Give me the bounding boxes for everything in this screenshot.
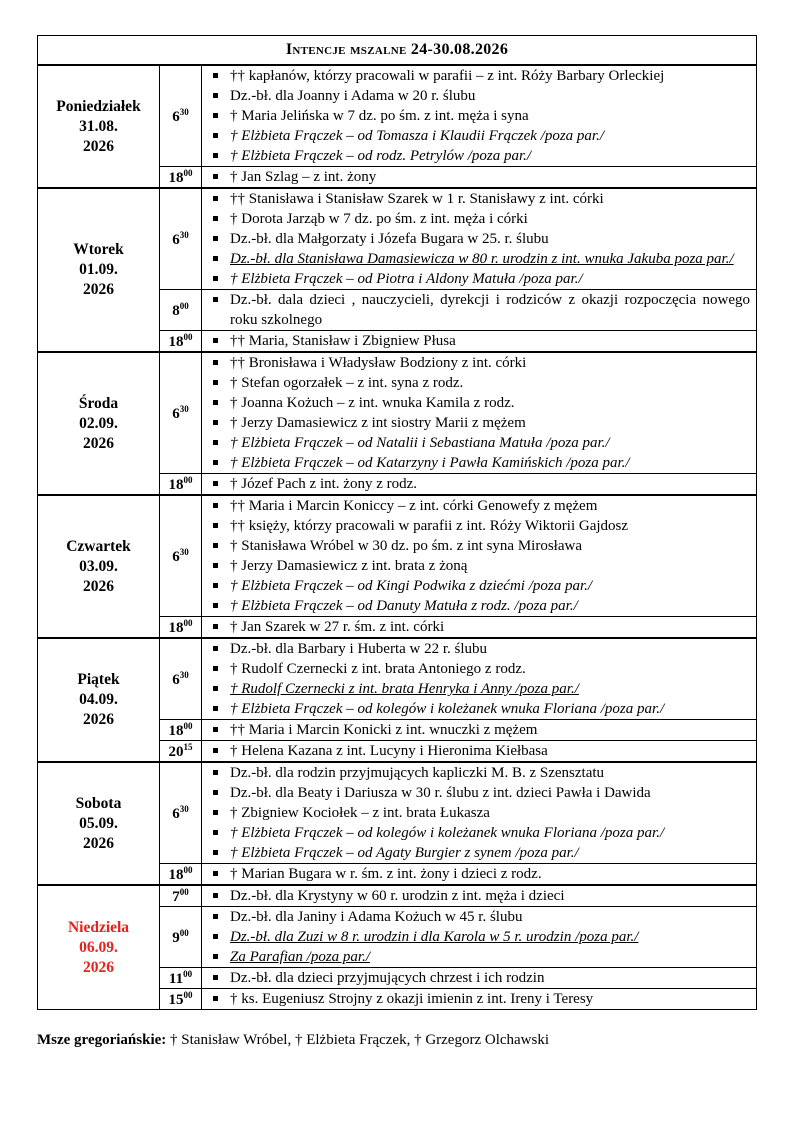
intention-item: Dz.-bł. dla rodzin przyjmujących kapliczki M. B. z Szensztatu — [212, 763, 750, 783]
table-row — [38, 495, 757, 617]
intention-item: Dz.-bł. dla Joanny i Adama w 20 r. ślubu — [212, 86, 750, 106]
day-year: 2026 — [83, 577, 114, 595]
time-minute: 30 — [179, 669, 189, 680]
day-date: 31.08. — [79, 117, 118, 135]
time-minute: 15 — [183, 741, 193, 752]
day-block — [38, 188, 757, 352]
day-block — [38, 352, 757, 495]
intention-item: † Jerzy Damasiewicz z int. brata z żoną — [212, 556, 750, 576]
intention-item: Dz.-bł. dala dzieci , nauczycieli, dyrekcji i rodziców z okazji rozpoczęcia nowego roku szkolnego — [212, 290, 750, 330]
intention-item: † Jerzy Damasiewicz z int siostry Marii z mężem — [212, 413, 750, 433]
time-hour: 6 — [172, 231, 180, 248]
intention-item: Dz.-bł. dla Krystyny w 60 r. urodzin z int. męża i dzieci — [212, 886, 750, 906]
mass-time — [160, 989, 202, 1010]
intentions-cell — [202, 290, 757, 331]
intention-item: † Elżbieta Frączek – od Danuty Matuła z rodz. /poza par./ — [212, 596, 750, 616]
day-name: Sobota — [75, 794, 122, 812]
intention-item: †† kapłanów, którzy pracowali w parafii – z int. Róży Barbary Orleckiej — [212, 66, 750, 86]
time-minute: 00 — [183, 968, 193, 979]
intentions-list — [212, 886, 750, 906]
intention-item: †† księży, którzy pracowali w parafii z int. Róży Wiktorii Gajdosz — [212, 516, 750, 536]
intentions-cell — [202, 762, 757, 864]
gregorian-masses-note — [37, 1032, 549, 1049]
intentions-cell — [202, 617, 757, 639]
time-hour: 18 — [168, 476, 184, 493]
time-minute: 30 — [179, 106, 189, 117]
day-block — [38, 638, 757, 762]
day-cell — [38, 762, 160, 885]
mass-time — [160, 720, 202, 741]
intentions-cell — [202, 864, 757, 886]
intention-item: † Elżbieta Frączek – od Agaty Burgier z synem /poza par./ — [212, 843, 750, 863]
intention-item: †† Maria i Marcin Konicki z int. wnuczki z mężem — [212, 720, 750, 740]
intentions-cell — [202, 495, 757, 617]
intention-item: †† Bronisława i Władysław Bodziony z int. córki — [212, 353, 750, 373]
time-minute: 00 — [183, 720, 193, 731]
time-hour: 8 — [172, 302, 180, 319]
intentions-cell — [202, 474, 757, 496]
mass-time — [160, 290, 202, 331]
day-year: 2026 — [83, 834, 114, 852]
day-block — [38, 885, 757, 1010]
time-minute: 30 — [179, 803, 189, 814]
intentions-list — [212, 66, 750, 166]
day-date: 05.09. — [79, 814, 118, 832]
day-cell — [38, 188, 160, 352]
mass-time — [160, 864, 202, 886]
intention-item: † Jan Szarek w 27 r. śm. z int. córki — [212, 617, 750, 637]
day-name: Niedziela — [67, 918, 130, 936]
intentions-list — [212, 864, 750, 884]
time-hour: 15 — [168, 991, 184, 1008]
intention-item: † Elżbieta Frączek – od kolegów i koleżanek wnuka Floriana /poza par./ — [212, 699, 750, 719]
time-minute: 00 — [179, 300, 189, 311]
intentions-list — [212, 189, 750, 289]
time-minute: 30 — [179, 403, 189, 414]
intentions-list — [212, 968, 750, 988]
day-cell — [38, 885, 160, 1010]
time-hour: 18 — [168, 722, 184, 739]
day-cell — [38, 352, 160, 495]
intentions-cell — [202, 885, 757, 907]
intentions-cell — [202, 989, 757, 1010]
intention-item: Dz.-bł. dla Barbary i Huberta w 22 r. ślubu — [212, 639, 750, 659]
table-row — [38, 762, 757, 864]
time-hour: 18 — [168, 333, 184, 350]
intention-item: † Rudolf Czernecki z int. brata Henryka i Anny /poza par./ — [212, 679, 750, 699]
time-hour: 6 — [172, 548, 180, 565]
time-minute: 00 — [183, 167, 193, 178]
day-cell — [38, 65, 160, 188]
day-year: 2026 — [83, 281, 114, 298]
mass-time — [160, 741, 202, 763]
intentions-cell — [202, 331, 757, 353]
time-hour: 20 — [168, 743, 184, 760]
day-date: 04.09. — [79, 691, 118, 708]
intentions-list — [212, 496, 750, 616]
day-date: 02.09. — [79, 414, 118, 432]
intention-item: † Maria Jelińska w 7 dz. po śm. z int. męża i syna — [212, 106, 750, 126]
table-row — [38, 188, 757, 290]
intention-item: Dz.-bł. dla Zuzi w 8 r. urodzin i dla Karola w 5 r. urodzin /poza par./ — [212, 927, 750, 947]
time-hour: 9 — [172, 929, 180, 946]
intentions-list — [212, 167, 750, 187]
time-hour: 7 — [172, 888, 180, 905]
intention-item: † Elżbieta Frączek – od rodz. Petrylów /poza par./ — [212, 146, 750, 166]
intention-item: Dz.-bł. dla Małgorzaty i Józefa Bugara w 25. r. ślubu — [212, 229, 750, 249]
mass-time — [160, 762, 202, 864]
day-name: Piątek — [77, 671, 120, 688]
time-minute: 00 — [183, 617, 193, 628]
intention-item: Dz.-bł. dla Stanisława Damasiewicza w 80 r. urodzin z int. wnuka Jakuba poza par./ — [212, 249, 750, 269]
day-block — [38, 65, 757, 188]
intention-item: † ks. Eugeniusz Strojny z okazji imienin z int. Ireny i Teresy — [212, 989, 750, 1009]
intentions-cell — [202, 188, 757, 290]
intention-item: †† Stanisława i Stanisław Szarek w 1 r. Stanisławy z int. córki — [212, 189, 750, 209]
table-title — [38, 36, 757, 66]
time-minute: 00 — [179, 886, 189, 897]
intentions-cell — [202, 638, 757, 720]
day-date: 06.09. — [79, 938, 118, 956]
intention-item: † Elżbieta Frączek – od Piotra i Aldony Matuła /poza par./ — [212, 269, 750, 289]
mass-time — [160, 495, 202, 617]
day-block — [38, 762, 757, 885]
mass-time — [160, 907, 202, 968]
intention-item: † Elżbieta Frączek – od Natalii i Sebastiana Matuła /poza par./ — [212, 433, 750, 453]
intentions-cell — [202, 352, 757, 474]
intention-item: † Stefan ogorzałek – z int. syna z rodz. — [212, 373, 750, 393]
intentions-cell — [202, 65, 757, 167]
intention-item: † Jan Szlag – z int. żony — [212, 167, 750, 187]
day-name: Poniedziałek — [56, 97, 141, 115]
gregorian-text: † Stanisław Wróbel, † Elżbieta Frączek, † Grzegorz Olchawski — [166, 1032, 550, 1048]
time-hour: 18 — [168, 866, 184, 883]
day-date: 03.09. — [79, 557, 118, 575]
day-year: 2026 — [83, 711, 114, 728]
mass-time — [160, 188, 202, 290]
time-minute: 00 — [183, 864, 193, 875]
intention-item: † Dorota Jarząb w 7 dz. po śm. z int. męża i córki — [212, 209, 750, 229]
day-block — [38, 495, 757, 638]
intention-item: †† Maria i Marcin Koniccy – z int. córki Genowefy z mężem — [212, 496, 750, 516]
day-name: Czwartek — [66, 537, 131, 555]
intention-item: † Stanisława Wróbel w 30 dz. po śm. z int syna Mirosława — [212, 536, 750, 556]
table-row — [38, 638, 757, 720]
intentions-cell — [202, 741, 757, 763]
day-cell — [38, 495, 160, 638]
intentions-cell — [202, 167, 757, 189]
time-hour: 6 — [172, 671, 180, 688]
day-name: Wtorek — [73, 241, 124, 258]
gregorian-label: Msze gregoriańskie: — [37, 1032, 167, 1048]
time-minute: 30 — [179, 229, 189, 240]
intentions-list — [212, 720, 750, 740]
mass-time — [160, 331, 202, 353]
mass-time — [160, 352, 202, 474]
mass-time — [160, 474, 202, 496]
intentions-list — [212, 331, 750, 351]
intention-item: † Elżbieta Frączek – od Tomasza i Klaudii Frączek /poza par./ — [212, 126, 750, 146]
time-minute: 30 — [179, 546, 189, 557]
title-text: Intencje mszalne 24-30.08.2026 — [285, 41, 509, 58]
day-year: 2026 — [83, 137, 114, 155]
intention-item: † Józef Pach z int. żony z rodz. — [212, 474, 750, 494]
mass-time — [160, 65, 202, 167]
time-minute: 00 — [179, 927, 189, 938]
table-row — [38, 885, 757, 907]
intentions-list — [212, 639, 750, 719]
day-year: 2026 — [83, 958, 114, 976]
intention-item: †† Maria, Stanisław i Zbigniew Płusa — [212, 331, 750, 351]
intentions-list — [212, 989, 750, 1009]
time-hour: 18 — [168, 169, 184, 186]
mass-time — [160, 968, 202, 989]
intention-item: Dz.-bł. dla Janiny i Adama Kożuch w 45 r. ślubu — [212, 907, 750, 927]
day-name: Środa — [78, 394, 119, 412]
intentions-cell — [202, 968, 757, 989]
time-hour: 18 — [168, 619, 184, 636]
table-row — [38, 65, 757, 167]
time-hour: 6 — [172, 108, 180, 125]
intentions-list — [212, 763, 750, 863]
intention-item: † Joanna Kożuch – z int. wnuka Kamila z rodz. — [212, 393, 750, 413]
intentions-list — [212, 617, 750, 637]
intention-item: † Zbigniew Kociołek – z int. brata Łukasza — [212, 803, 750, 823]
intentions-cell — [202, 720, 757, 741]
intentions-table — [37, 35, 757, 1010]
mass-time — [160, 638, 202, 720]
intention-item: † Helena Kazana z int. Lucyny i Hieronima Kiełbasa — [212, 741, 750, 761]
mass-time — [160, 167, 202, 189]
time-minute: 00 — [183, 331, 193, 342]
time-hour: 6 — [172, 805, 180, 822]
time-minute: 00 — [183, 989, 193, 1000]
intentions-list — [212, 353, 750, 473]
time-hour: 11 — [168, 970, 184, 987]
day-year: 2026 — [83, 434, 114, 452]
mass-time — [160, 617, 202, 639]
intention-item: Dz.-bł. dla dzieci przyjmujących chrzest i ich rodzin — [212, 968, 750, 988]
day-cell — [38, 638, 160, 762]
intentions-list — [212, 741, 750, 761]
intentions-list — [212, 290, 750, 330]
intention-item: Za Parafian /poza par./ — [212, 947, 750, 967]
intentions-list — [212, 907, 750, 967]
intentions-list — [212, 474, 750, 494]
time-hour: 6 — [172, 405, 180, 422]
mass-time — [160, 885, 202, 907]
intention-item: † Elżbieta Frączek – od Kingi Podwika z dziećmi /poza par./ — [212, 576, 750, 596]
intentions-cell — [202, 907, 757, 968]
time-minute: 00 — [183, 474, 193, 485]
intention-item: † Marian Bugara w r. śm. z int. żony i dzieci z rodz. — [212, 864, 750, 884]
table-row — [38, 352, 757, 474]
intention-item: † Rudolf Czernecki z int. brata Antoniego z rodz. — [212, 659, 750, 679]
intention-item: † Elżbieta Frączek – od kolegów i koleżanek wnuka Floriana /poza par./ — [212, 823, 750, 843]
intention-item: Dz.-bł. dla Beaty i Dariusza w 30 r. ślubu z int. dzieci Pawła i Dawida — [212, 783, 750, 803]
intention-item: † Elżbieta Frączek – od Katarzyny i Pawła Kamińskich /poza par./ — [212, 453, 750, 473]
day-date: 01.09. — [79, 261, 118, 278]
